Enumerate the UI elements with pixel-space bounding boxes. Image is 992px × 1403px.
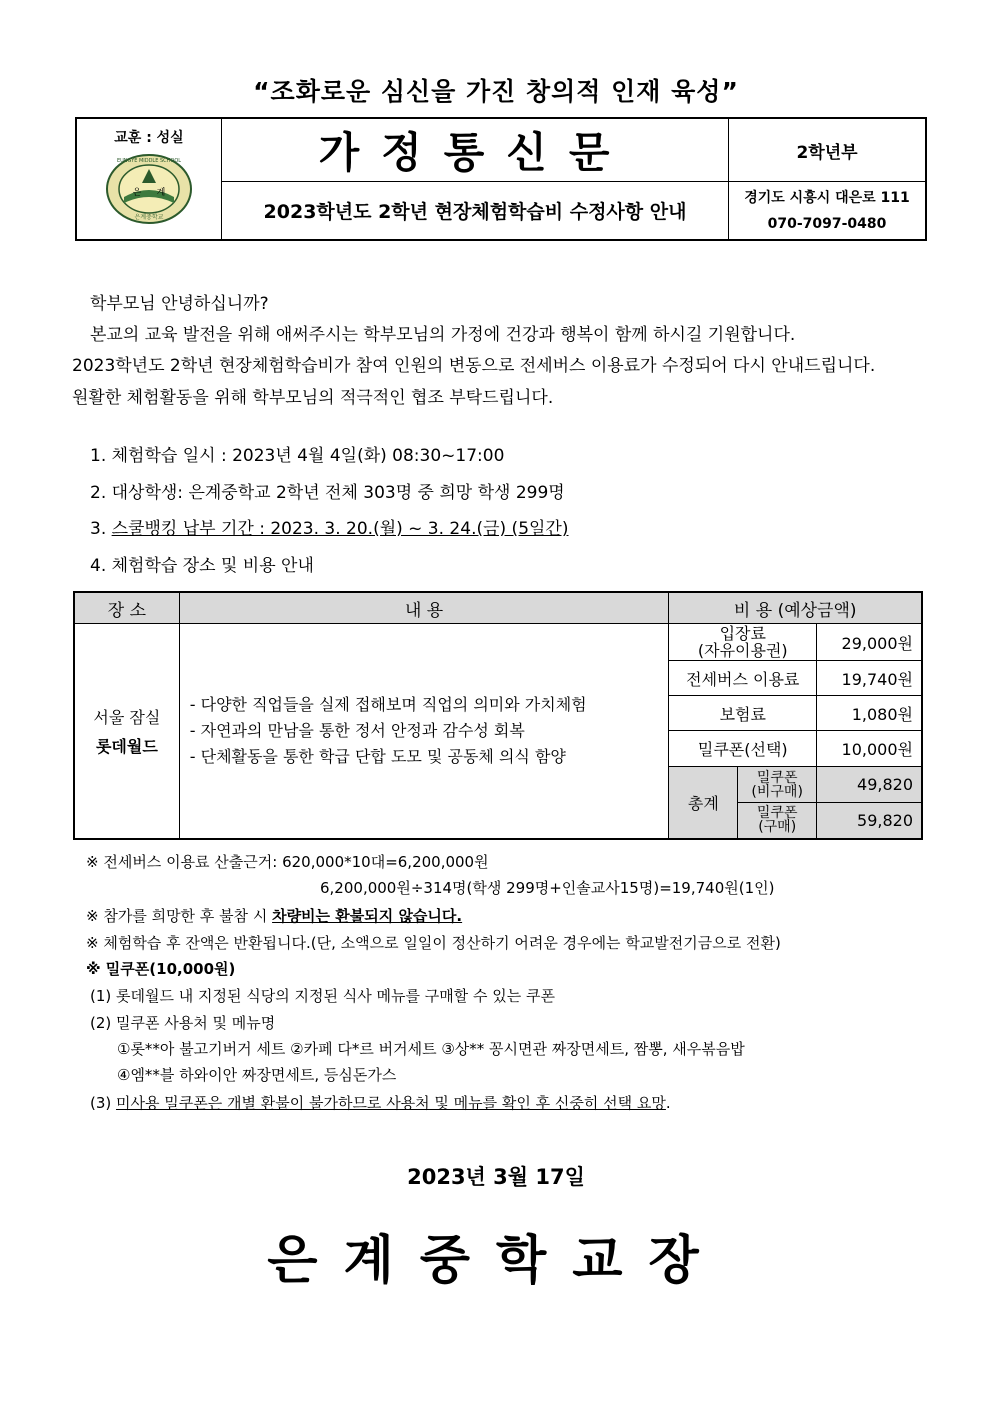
school-contact: [729, 182, 927, 241]
item-payment-text: 스쿨뱅킹 납부 기간 : 2023. 3. 20.(월) ~ 3. 24.(금) (5일간): [111, 519, 569, 539]
intro-paragraph-2: 2023학년도 2학년 현장체험학습비가 참여 인원의 변동으로 전세버스 이용료가 수정되어 다시 안내드립니다.: [72, 356, 876, 376]
note-coupon-caution-num: (3): [90, 1094, 117, 1112]
logo-left-char: 은: [132, 188, 142, 198]
total-no-coupon-label-2: (비구매): [751, 783, 803, 800]
total-with-coupon-label-1: 밀쿠폰: [756, 805, 798, 822]
header-content: 내 용: [179, 592, 669, 624]
total-with-coupon-label: [738, 803, 817, 839]
note-meal-coupon-places: (2) 밀쿠폰 사용처 및 메뉴명: [90, 1014, 276, 1032]
logo-right-char: 계: [156, 188, 166, 198]
logo-top-text: EUNGYE MIDDLE SCHOOL: [116, 158, 182, 164]
cost-table: [73, 591, 923, 840]
note-bus-basis: ※ 전세버스 이용료 산출근거: 620,000*10대=6,200,000원: [86, 853, 489, 871]
insurance-value: 1,080원: [817, 696, 922, 731]
content-cell: [179, 624, 669, 839]
header-place: 장 소: [74, 592, 179, 624]
intro-paragraph-3: 원활한 체험활동을 위해 학부모님의 적극적인 협조 부탁드립니다.: [72, 388, 554, 408]
item-payment-period: [90, 514, 569, 539]
school-motto: “조화로운 심신을 가진 창의적 인재 육성”: [253, 77, 739, 106]
school-creed: 교훈 : 성실: [114, 130, 184, 146]
item-payment-number: 3.: [90, 519, 112, 539]
greeting: 학부모님 안녕하십니까?: [90, 294, 269, 314]
school-address: 경기도 시흥시 대은로 111: [744, 189, 910, 206]
document-title: 가정통신문: [222, 118, 729, 182]
entry-fee-label: [669, 624, 817, 661]
entry-fee-value: 29,000원: [817, 624, 922, 661]
total-no-coupon-label: [738, 767, 817, 803]
header-cost: [669, 592, 922, 624]
header-cost-label: 비 용: [733, 600, 773, 621]
total-with-coupon-label-2: (구매): [758, 819, 797, 836]
place-cell: [74, 624, 179, 839]
note-menu-list-1: ①롯**아 불고기버거 세트 ②카페 다*르 버거세트 ③상** 꽁시면관 짜장면세트, 짬뽕, 새우볶음밥: [117, 1040, 745, 1058]
place-city: 서울 잠실: [93, 707, 161, 727]
school-emblem-cell: [76, 118, 222, 240]
note-coupon-caution-end: .: [665, 1094, 671, 1112]
note-no-refund-pre: ※ 참가를 희망한 후 불참 시: [86, 907, 273, 925]
coupon-value: 10,000원: [817, 731, 922, 767]
note-balance-return: ※ 체험학습 후 잔액은 반환됩니다.(단, 소액으로 일일이 정산하기 어려운 경우에는 학교발전기금으로 전환): [86, 934, 781, 952]
item-schedule: 1. 체험학습 일시 : 2023년 4월 4일(화) 08:30~17:00: [90, 446, 505, 466]
principal-signature: 은계중학교장: [267, 1231, 725, 1291]
logo-bottom-text: 은계중학교: [134, 214, 164, 221]
total-with-coupon-value: 59,820: [817, 803, 922, 839]
note-no-refund: [86, 905, 462, 926]
letter-header: [75, 117, 927, 241]
bus-fee-label: 전세버스 이용료: [669, 661, 817, 696]
content-line: - 다양한 직업들을 실제 접해보며 직업의 의미와 가치체험: [189, 694, 587, 714]
entry-fee-label-2: (자유이용권): [697, 641, 788, 660]
note-no-refund-bold: 차량비는 환불되지 않습니다.: [272, 907, 463, 925]
note-coupon-caution: [90, 1092, 671, 1113]
total-label: 총계: [669, 767, 738, 839]
total-no-coupon-label-1: 밀쿠폰: [756, 769, 798, 786]
document-subtitle: 2023학년도 2학년 현장체험학습비 수정사항 안내: [222, 182, 729, 241]
item-place-cost: 4. 체험학습 장소 및 비용 안내: [90, 556, 314, 576]
intro-paragraph-1: 본교의 교육 발전을 위해 애써주시는 학부모님의 가정에 건강과 행복이 함께 하시길 기원합니다.: [90, 325, 796, 345]
entry-fee-label-1: 입장료: [719, 624, 766, 643]
school-logo-icon: [104, 153, 194, 225]
note-menu-list-2: ④엠**블 하와이안 짜장면세트, 등심돈가스: [117, 1066, 397, 1084]
insurance-label: 보험료: [669, 696, 817, 731]
issue-date: 2023년 3월 17일: [407, 1165, 585, 1189]
item-target-students: 2. 대상학생: 은계중학교 2학년 전체 303명 중 희망 학생 299명: [90, 483, 565, 503]
note-bus-calc: 6,200,000원÷314명(학생 299명+인솔교사15명)=19,740원(1인): [320, 879, 775, 897]
note-coupon-caution-text: 미사용 밀쿠폰은 개별 환불이 불가하므로 사용처 및 메뉴를 확인 후 신중히 선택 요망: [116, 1094, 666, 1112]
grade-dept: 2학년부: [729, 118, 927, 182]
content-line: - 자연과의 만남을 통한 정서 안정과 감수성 회복: [189, 720, 525, 740]
note-meal-coupon-title: ※ 밀쿠폰(10,000원): [86, 960, 236, 978]
place-name: 롯데월드: [95, 736, 158, 756]
total-no-coupon-value: 49,820: [817, 767, 922, 803]
header-cost-note: (예상금액): [777, 600, 857, 621]
note-meal-coupon-desc: (1) 롯데월드 내 지정된 식당의 지정된 식사 메뉴를 구매할 수 있는 쿠폰: [90, 987, 555, 1005]
content-line: - 단체활동을 통한 학급 단합 도모 및 공동체 의식 함양: [189, 746, 566, 766]
bus-fee-value: 19,740원: [817, 661, 922, 696]
school-phone: 070-7097-0480: [767, 215, 887, 232]
coupon-label: 밀쿠폰(선택): [669, 731, 817, 767]
